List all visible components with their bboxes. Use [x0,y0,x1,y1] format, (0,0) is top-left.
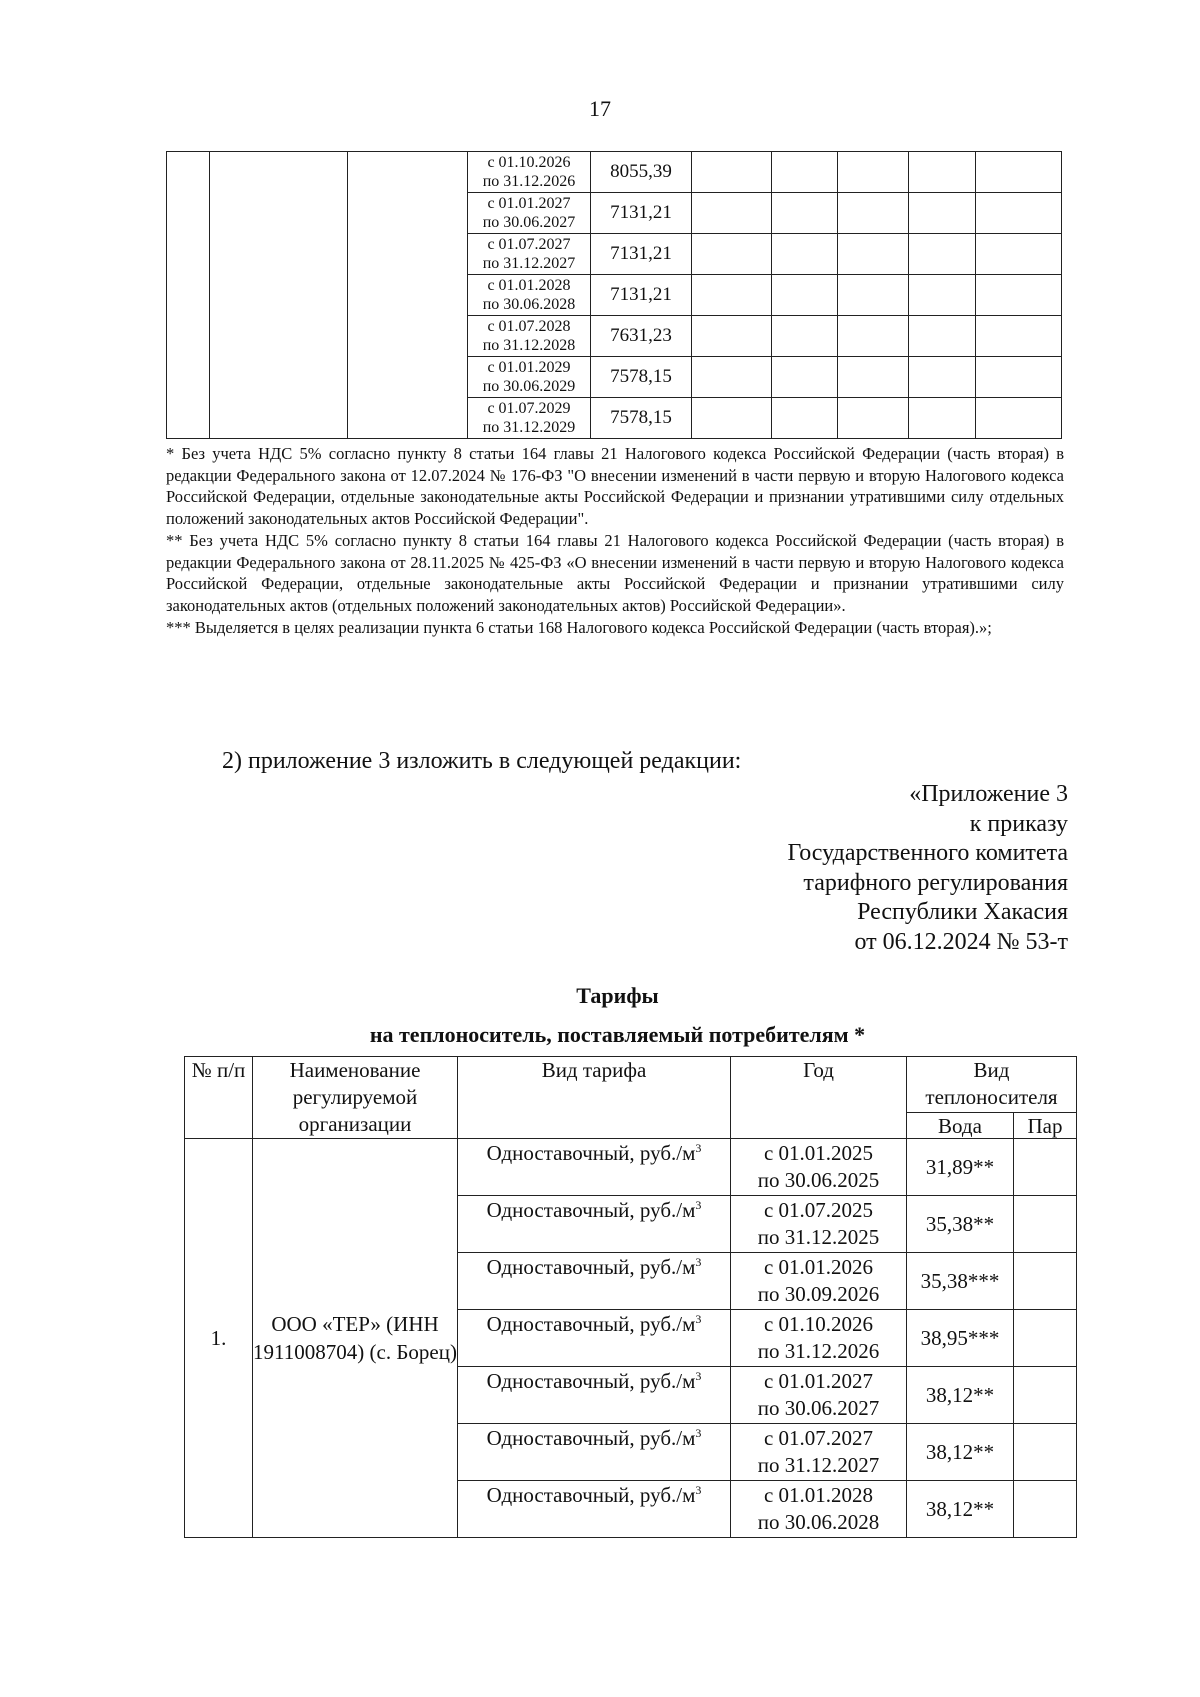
empty-cell [772,357,838,398]
header-carrier: Вид теплоносителя [907,1057,1077,1113]
page-number: 17 [589,96,611,121]
tariff-unit-exponent: 3 [695,1483,702,1497]
header-steam: Пар [1014,1113,1077,1139]
tariff-unit-exponent: 3 [695,1426,702,1440]
steam-tariff [1014,1253,1077,1310]
period-from: с 01.01.2027 [763,1369,874,1393]
appendix-line: Республики Хакасия [857,899,1068,925]
empty-cell [692,275,772,316]
empty-cell [692,152,772,193]
header-tariff-type: Вид тарифа [458,1057,731,1139]
appendix-header [700,780,1068,957]
tariff-label: Одноставочный, руб./м [486,1198,696,1222]
price-cell: 8055,39 [591,152,692,193]
empty-cell [976,193,1062,234]
steam-tariff [1014,1481,1077,1538]
period-cell [468,234,591,275]
footnotes [166,443,1064,638]
tariff-label: Одноставочный, руб./м [486,1369,696,1393]
period-to: по 30.06.2028 [482,296,576,313]
period-to: по 31.12.2029 [482,419,576,436]
steam-tariff [1014,1139,1077,1196]
price-cell: 7131,21 [591,234,692,275]
tariff-unit-exponent: 3 [695,1369,702,1383]
continuation-table [166,151,1062,439]
empty-cell [167,152,210,439]
period-from: с 01.07.2027 [487,236,571,253]
appendix-line: от 06.12.2024 № 53-т [854,928,1068,955]
period-cell [468,398,591,439]
organization-name: ООО «ТЕР» (ИНН 1911008704) (с. Борец) [253,1139,458,1538]
water-tariff: 38,12** [907,1481,1014,1538]
tariff-unit-exponent: 3 [695,1255,702,1269]
steam-tariff [1014,1310,1077,1367]
empty-cell [909,234,976,275]
empty-cell [692,316,772,357]
period-from: с 01.01.2026 [763,1255,874,1279]
row-index: 1. [185,1139,253,1538]
period-from: с 01.07.2027 [763,1426,874,1450]
period-to: по 30.09.2026 [757,1282,880,1306]
appendix-line: «Приложение 3 [909,781,1068,807]
period-to: по 31.12.2027 [757,1453,880,1477]
empty-cell [348,152,468,439]
year-cell [731,1196,907,1253]
period-to: по 31.12.2026 [757,1339,880,1363]
empty-cell [692,193,772,234]
header-org: Наименование регулируемой организации [253,1057,458,1139]
empty-cell [692,234,772,275]
empty-cell [692,398,772,439]
tariff-type-cell [458,1253,731,1310]
table-subtitle: на теплоноситель, поставляемый потребителям * [369,1022,866,1047]
steam-tariff [1014,1196,1077,1253]
empty-cell [772,275,838,316]
empty-cell [976,398,1062,439]
tariff-type-cell [458,1424,731,1481]
price-cell: 7631,23 [591,316,692,357]
price-cell: 7578,15 [591,357,692,398]
tariff-type-cell [458,1139,731,1196]
empty-cell [838,316,909,357]
empty-cell [838,275,909,316]
steam-tariff [1014,1367,1077,1424]
water-tariff: 38,12** [907,1424,1014,1481]
header-water: Вода [907,1113,1014,1139]
period-from: с 01.10.2026 [487,154,571,171]
empty-cell [838,357,909,398]
period-from: с 01.01.2027 [487,195,571,212]
period-cell [468,316,591,357]
price-cell: 7131,21 [591,193,692,234]
empty-cell [772,234,838,275]
header-year: Год [731,1057,907,1139]
period-from: с 01.01.2028 [487,277,571,294]
water-tariff: 35,38*** [907,1253,1014,1310]
empty-cell [838,152,909,193]
period-to: по 31.12.2027 [482,255,576,272]
period-cell [468,275,591,316]
empty-cell [909,275,976,316]
tariff-unit-exponent: 3 [695,1141,702,1155]
empty-cell [909,152,976,193]
water-tariff: 38,12** [907,1367,1014,1424]
period-to: по 31.12.2025 [757,1225,880,1249]
tariff-type-cell [458,1196,731,1253]
period-cell [468,152,591,193]
period-cell [468,193,591,234]
year-cell [731,1253,907,1310]
empty-cell [772,316,838,357]
period-to: по 30.06.2027 [482,214,576,231]
footnote-2: ** Без учета НДС 5% согласно пункту 8 статьи 164 главы 21 Налогового кодекса Российской Федерации (часть вторая) в редакции Федерального закона от 28.11.2025 № 425-ФЗ «О внесении изменений в части первую и вторую Налогового кодекса Российской Федерации, отдельные законодательные акты Российской Федерации и признании утратившими силу законодательных актов (отдельных положений законодательных актов) Российской Федерации». [166,530,1064,615]
empty-cell [976,316,1062,357]
period-from: с 01.01.2029 [487,359,571,376]
appendix-line: к приказу [969,810,1068,837]
period-to: по 30.06.2028 [757,1510,880,1534]
period-from: с 01.07.2028 [487,318,571,335]
year-cell [731,1424,907,1481]
water-tariff: 38,95*** [907,1310,1014,1367]
empty-cell [909,357,976,398]
price-cell: 7578,15 [591,398,692,439]
empty-cell [909,316,976,357]
tariff-unit-exponent: 3 [695,1312,702,1326]
water-tariff: 31,89** [907,1139,1014,1196]
tariff-label: Одноставочный, руб./м [486,1426,696,1450]
tariff-type-cell [458,1367,731,1424]
empty-cell [976,275,1062,316]
empty-cell [838,193,909,234]
table-row [167,152,1062,193]
footnote-3: *** Выделяется в целях реализации пункта 6 статьи 168 Налогового кодекса Российской Федерации (часть вторая).»; [166,617,992,637]
year-cell [731,1481,907,1538]
empty-cell [976,152,1062,193]
appendix-line: тарифного регулирования [803,869,1068,896]
period-to: по 31.12.2028 [482,337,576,354]
steam-tariff [1014,1424,1077,1481]
tariff-label: Одноставочный, руб./м [486,1255,696,1279]
table-title: Тарифы [576,983,659,1008]
period-from: с 01.01.2028 [763,1483,874,1507]
period-to: по 30.06.2029 [482,378,576,395]
period-to: по 30.06.2025 [757,1168,880,1192]
year-cell [731,1139,907,1196]
tariff-label: Одноставочный, руб./м [486,1141,696,1165]
item-2-text: 2) приложение 3 изложить в следующей редакции: [222,748,742,774]
empty-cell [772,152,838,193]
table-row [185,1139,1077,1196]
tariff-unit-exponent: 3 [695,1198,702,1212]
tariff-label: Одноставочный, руб./м [486,1312,696,1336]
empty-cell [838,398,909,439]
empty-cell [692,357,772,398]
tariff-type-cell [458,1481,731,1538]
empty-cell [909,398,976,439]
empty-cell [838,234,909,275]
period-from: с 01.07.2025 [763,1198,874,1222]
tariff-table [184,1056,1077,1538]
empty-cell [976,357,1062,398]
period-from: с 01.01.2025 [763,1141,874,1165]
year-cell [731,1310,907,1367]
header-num: № п/п [185,1057,253,1139]
period-from: с 01.10.2026 [763,1312,874,1336]
footnote-1: * Без учета НДС 5% согласно пункту 8 статьи 164 главы 21 Налогового кодекса Российской Федерации (часть вторая) в редакции Федерального закона от 12.07.2024 № 176-ФЗ "О внесении изменений в части первую и вторую Налогового кодекса Российской Федерации, отдельные законодательные акты Российской Федерации и признании утратившими силу отдельных положений законодательных актов Российской Федерации". [166,444,1064,529]
empty-cell [976,234,1062,275]
empty-cell [772,398,838,439]
year-cell [731,1367,907,1424]
tariff-type-cell [458,1310,731,1367]
period-from: с 01.07.2029 [487,400,571,417]
price-cell: 7131,21 [591,275,692,316]
period-to: по 30.06.2027 [757,1396,880,1420]
empty-cell [210,152,348,439]
empty-cell [772,193,838,234]
empty-cell [909,193,976,234]
period-cell [468,357,591,398]
water-tariff: 35,38** [907,1196,1014,1253]
period-to: по 31.12.2026 [482,173,576,190]
appendix-line: Государственного комитета [787,840,1068,866]
tariff-label: Одноставочный, руб./м [486,1483,696,1507]
